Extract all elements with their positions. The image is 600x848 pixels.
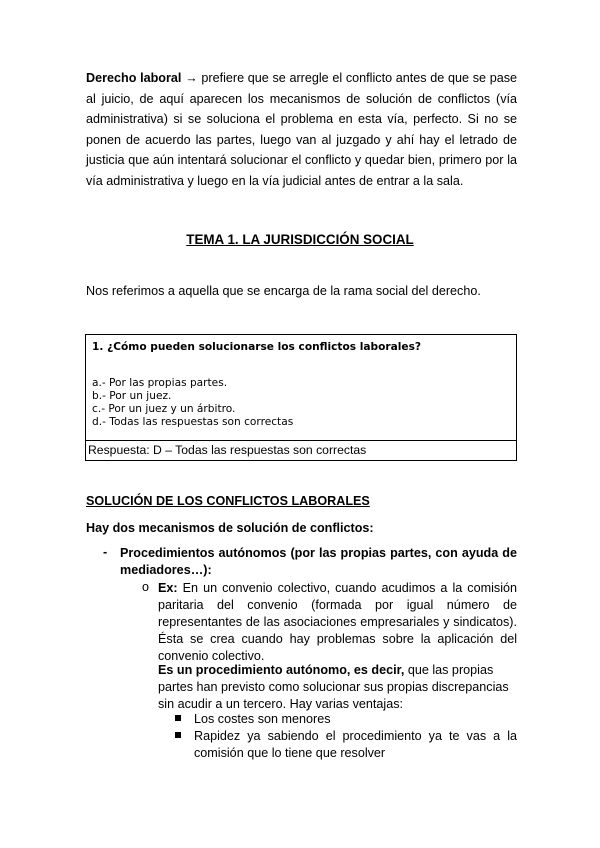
option-a: a.- Por las propias partes. — [92, 377, 228, 389]
answer-text: Respuesta: D – Todas las respuestas son correctas — [88, 443, 367, 457]
procedure-title: Procedimientos autónomos (por las propias partes, con ayuda de mediadores…): — [120, 546, 517, 577]
arrow-glyph: → — [185, 71, 198, 85]
square-bullet-icon — [175, 732, 181, 738]
question-text: 1. ¿Cómo pueden solucionarse los conflictos laborales? — [92, 341, 422, 353]
intro-paragraph — [86, 68, 517, 192]
tema-intro: Nos referimos a aquella que se encarga de la rama social del derecho. — [86, 284, 481, 298]
autonomo-text: que las propias partes han previsto como solucionar sus propias discrepancias sin acudir a un tercero. Hay varias ventajas: — [158, 663, 509, 711]
advantage-item: Rapidez ya sabiendo el procedimiento ya te vas a la comisión que lo tiene que resolver — [194, 729, 517, 760]
circle-bullet: o — [142, 580, 150, 594]
advantage-item: Los costes son menores — [194, 712, 331, 726]
section-subheading: Hay dos mecanismos de solución de conflictos: — [86, 521, 374, 535]
option-d: d.- Todas las respuestas son correctas — [92, 416, 294, 428]
question-area — [86, 335, 516, 441]
tema-title: TEMA 1. LA JURISDICCIÓN SOCIAL — [186, 232, 414, 247]
autonomo-paragraph — [158, 662, 517, 713]
dash-bullet: - — [103, 545, 108, 559]
autonomo-label: Es un procedimiento autónomo, es decir, — [158, 663, 405, 677]
example-paragraph — [158, 580, 517, 665]
example-text: En un convenio colectivo, cuando acudimos a la comisión paritaria del convenio (formada por igual número de representantes de las asociaciones empresariales y sindicatos). Ésta se crea cuando hay problemas sobre la aplicación del convenio colectivo. — [158, 581, 517, 663]
question-box — [85, 334, 517, 461]
example-label: Ex: — [158, 581, 178, 595]
intro-term: Derecho laboral — [86, 71, 182, 85]
option-c: c.- Por un juez y un árbitro. — [92, 403, 236, 415]
option-b: b.- Por un juez. — [92, 390, 172, 402]
square-bullet-icon — [175, 715, 181, 721]
intro-text: prefiere que se arregle el conflicto antes de que se pase al juicio, de aquí aparecen los mecanismos de solución de conflictos (vía administrativa) si se soluciona el problema en esta vía, perfecto. Si no se ponen de acuerdo las partes, luego van al juzgado y ahí hay el letrado de justicia que aún intentará solucionar el conflicto y quedar bien, primero por la vía administrativa y luego en la vía judicial antes de entrar a la sala. — [86, 71, 517, 188]
section-heading: SOLUCIÓN DE LOS CONFLICTOS LABORALES — [86, 494, 370, 508]
